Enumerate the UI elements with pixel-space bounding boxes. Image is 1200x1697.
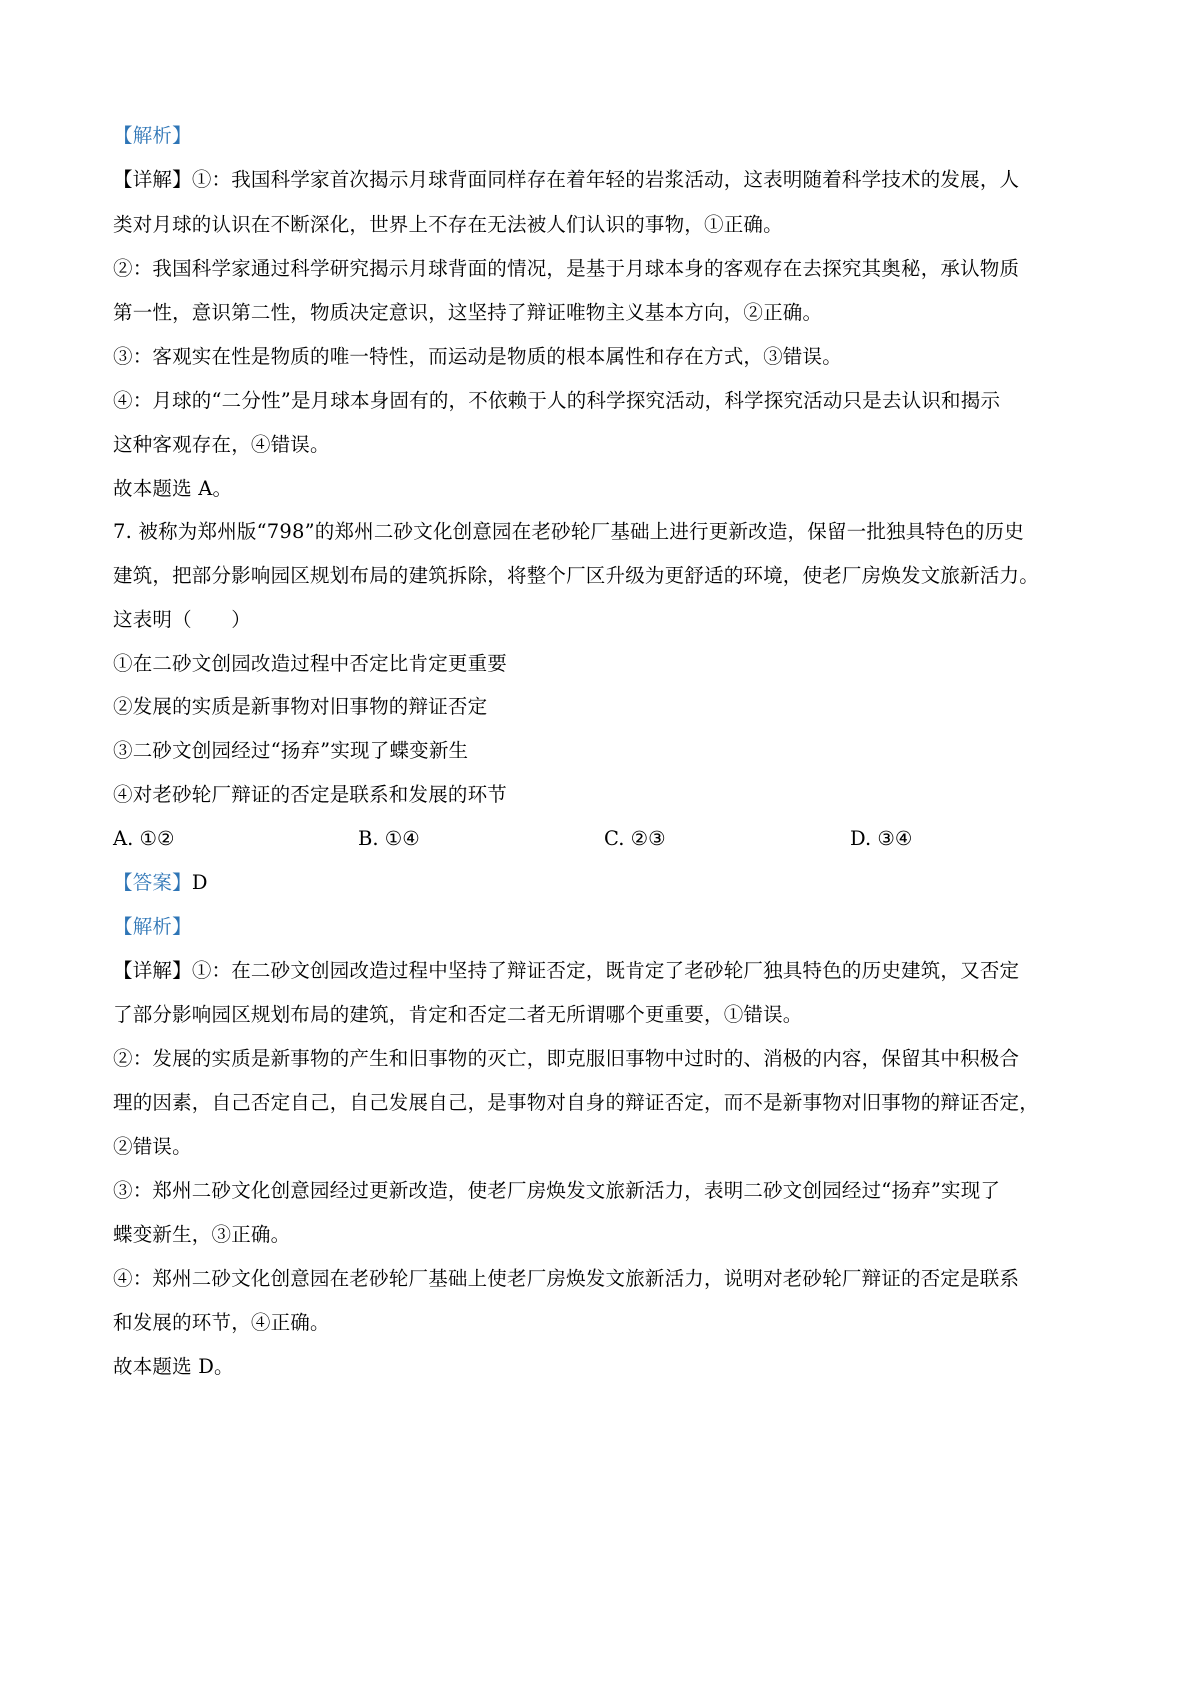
- detail-line: ②：我国科学家通过科学研究揭示月球背面的情况，是基于月球本身的客观存在去探究其奥秘，承认物质: [113, 257, 1020, 280]
- detail-line: 了部分影响园区规划布局的建筑，肯定和否定二者无所谓哪个更重要，①错误。: [113, 1003, 803, 1026]
- detail-text: ①：在二砂文创园改造过程中坚持了辩证否定，既肯定了老砂轮厂独具特色的历史建筑，又否定: [191, 959, 1020, 982]
- question-stem: 7. 被称为郑州版“798”的郑州二砂文化创意园在老砂轮厂基础上进行更新改造，保留一批独具特色的历史: [113, 520, 1024, 543]
- question-stem: 这表明（ ）: [113, 608, 251, 631]
- option-c: C. ②③: [604, 827, 666, 850]
- detail-line: ③：郑州二砂文化创意园经过更新改造，使老厂房焕发文旅新活力，表明二砂文创园经过“扬弃”实现了: [113, 1179, 1001, 1202]
- detail-line: [113, 166, 1019, 194]
- detail-tag: 【详解】: [113, 959, 192, 982]
- option-b: B. ①④: [358, 827, 420, 850]
- statement-item: ②发展的实质是新事物对旧事物的辩证否定: [113, 695, 488, 718]
- answer-value: D: [191, 871, 208, 894]
- detail-line: ④：月球的“二分性”是月球本身固有的，不依赖于人的科学探究活动，科学探究活动只是去认识和揭示: [113, 389, 1001, 412]
- detail-line: ②：发展的实质是新事物的产生和旧事物的灭亡，即克服旧事物中过时的、消极的内容，保留其中积极合: [113, 1047, 1020, 1070]
- detail-text: ①：我国科学家首次揭示月球背面同样存在着年轻的岩浆活动，这表明随着科学技术的发展，人: [191, 168, 1020, 191]
- detail-tag: 【详解】: [113, 168, 192, 191]
- question-stem: 建筑，把部分影响园区规划布局的建筑拆除，将整个厂区升级为更舒适的环境，使老厂房焕发文旅新活力。: [113, 564, 1039, 587]
- detail-line: ②错误。: [113, 1135, 192, 1158]
- detail-line: 类对月球的认识在不断深化，世界上不存在无法被人们认识的事物，①正确。: [113, 213, 783, 236]
- detail-line: 理的因素，自己否定自己，自己发展自己，是事物对自身的辩证否定，而不是新事物对旧事物的辩证否定，: [113, 1091, 1039, 1114]
- conclusion-line: 故本题选 D。: [113, 1355, 234, 1378]
- statement-item: ①在二砂文创园改造过程中否定比肯定更重要: [113, 652, 508, 675]
- detail-line: 和发展的环节，④正确。: [113, 1311, 330, 1334]
- answer-line: [113, 869, 208, 897]
- answer-tag: 【答案】: [113, 871, 192, 894]
- conclusion-line: 故本题选 A。: [113, 477, 233, 500]
- detail-line: ③：客观实在性是物质的唯一特性，而运动是物质的根本属性和存在方式，③错误。: [113, 345, 842, 368]
- analysis-tag: 【解析】: [113, 915, 192, 938]
- detail-line: 蝶变新生，③正确。: [113, 1223, 291, 1246]
- statement-item: ④对老砂轮厂辩证的否定是联系和发展的环节: [113, 783, 508, 806]
- detail-line: [113, 957, 1019, 985]
- detail-line: 这种客观存在，④错误。: [113, 433, 330, 456]
- analysis-tag: 【解析】: [113, 124, 192, 147]
- statement-item: ③二砂文创园经过“扬弃”实现了蝶变新生: [113, 739, 469, 762]
- option-a: A. ①②: [113, 827, 175, 850]
- option-d: D. ③④: [850, 827, 913, 850]
- detail-line: 第一性，意识第二性，物质决定意识，这坚持了辩证唯物主义基本方向，②正确。: [113, 301, 823, 324]
- detail-line: ④：郑州二砂文化创意园在老砂轮厂基础上使老厂房焕发文旅新活力，说明对老砂轮厂辩证的否定是联系: [113, 1267, 1020, 1290]
